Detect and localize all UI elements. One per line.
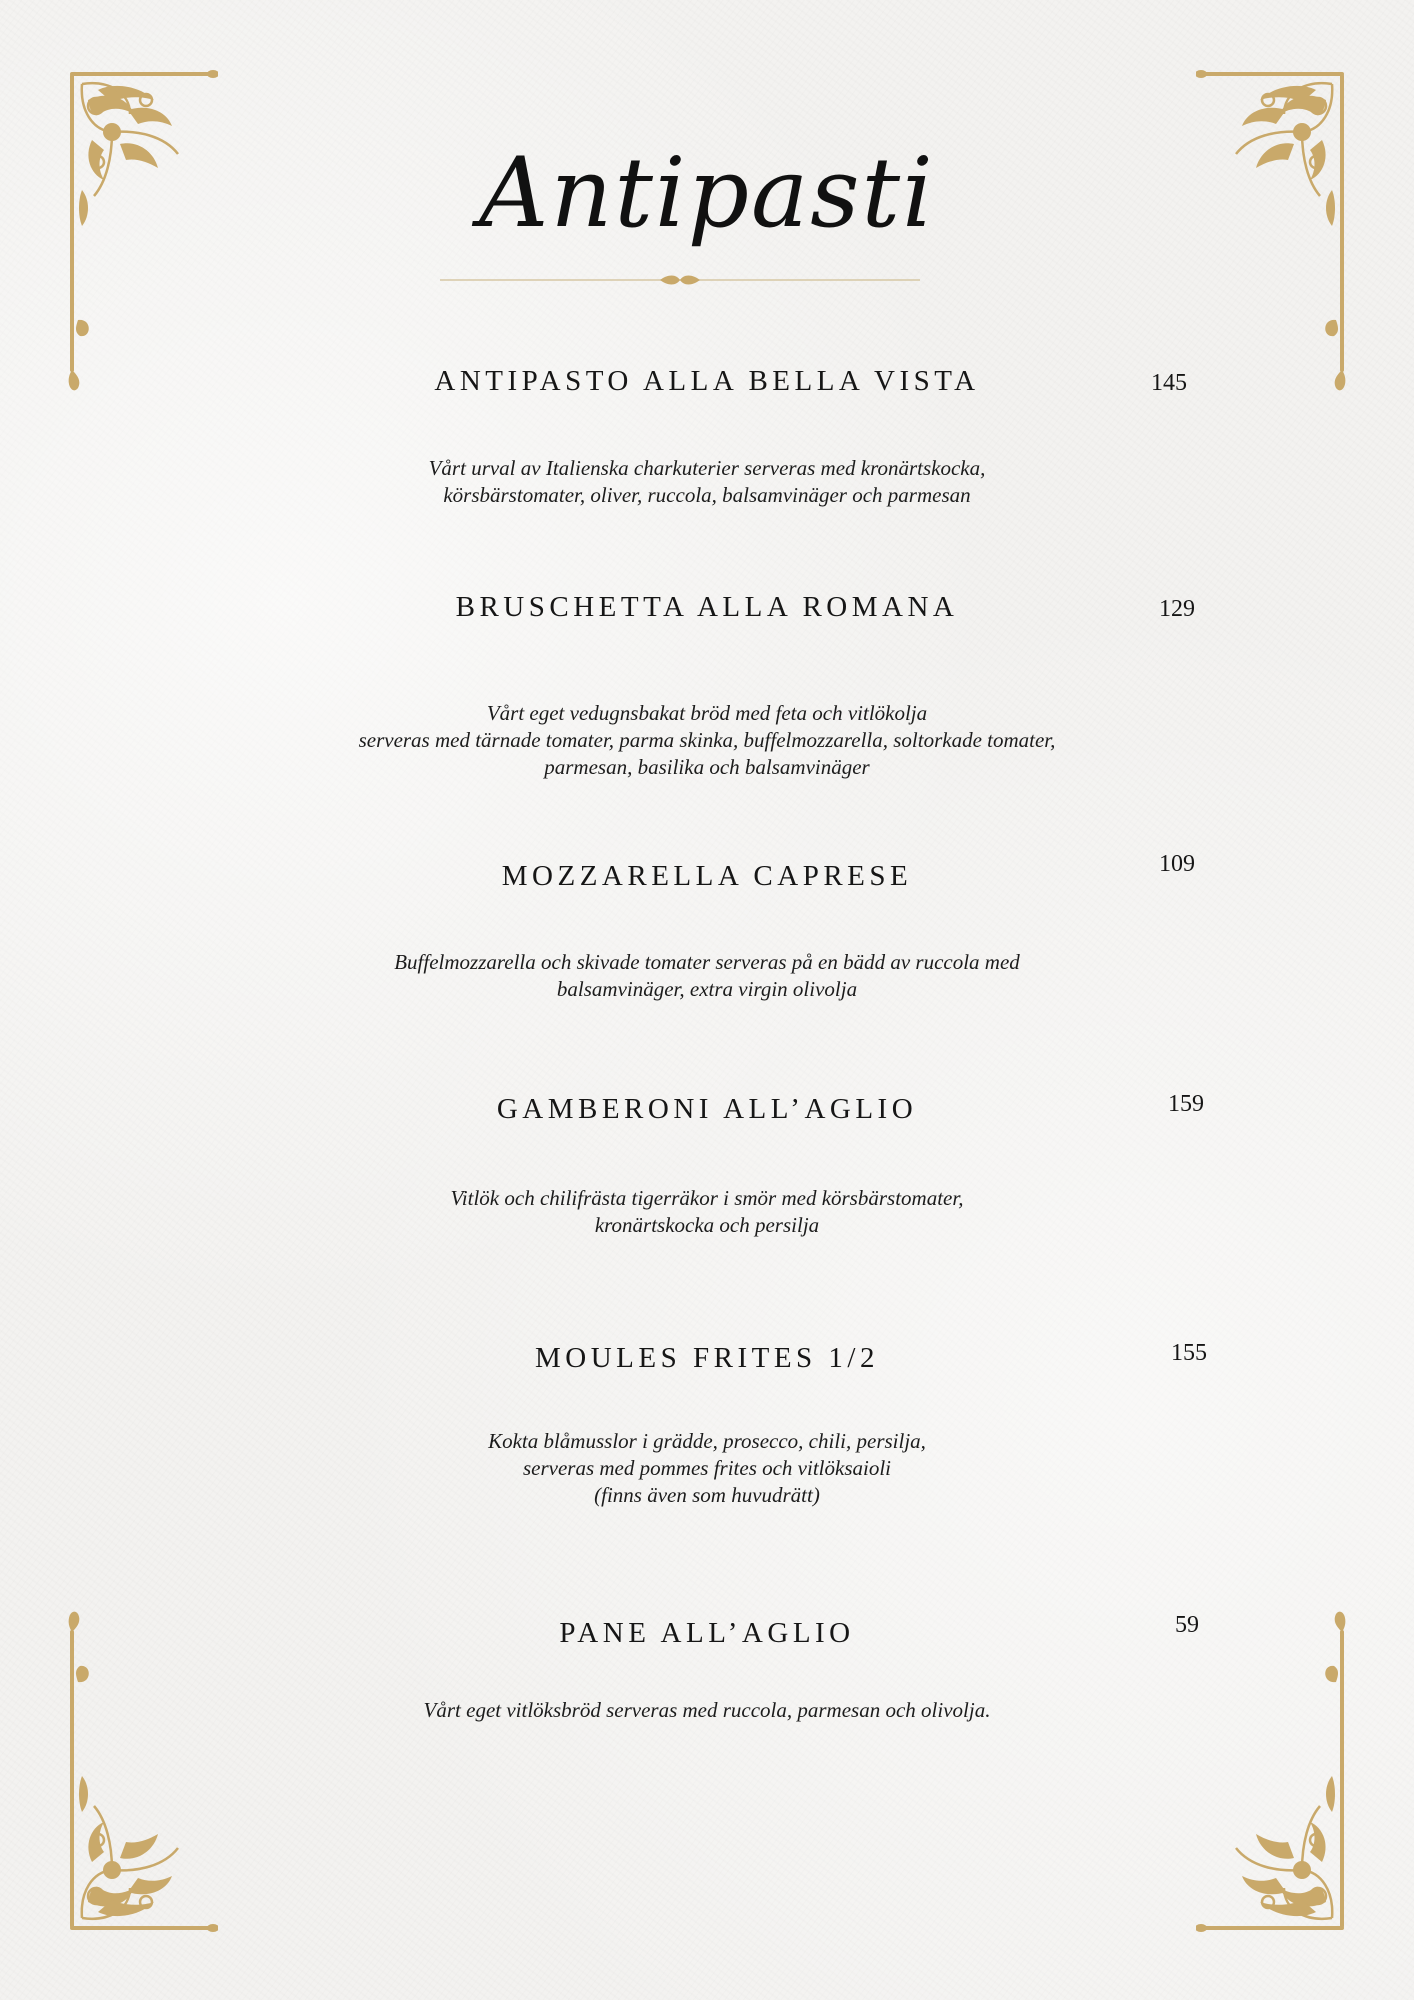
title-divider bbox=[440, 274, 920, 286]
menu-item-price: 129 bbox=[1159, 596, 1195, 622]
description-line: serveras med pommes frites och vitlöksaioli bbox=[522, 1456, 892, 1480]
description-line: parmesan, basilika och balsamvinäger bbox=[544, 755, 870, 779]
description-line: Vitlök och chilifrästa tigerräkor i smör med körsbärstomater, bbox=[450, 1186, 964, 1210]
menu-item-price: 59 bbox=[1175, 1612, 1199, 1638]
description-line: kronärtskocka och persilja bbox=[594, 1213, 820, 1237]
description-line: Buffelmozzarella och skivade tomater serveras på en bädd av ruccola med bbox=[394, 950, 1020, 974]
menu-item-description bbox=[0, 1697, 1414, 1724]
corner-ornament-bottom-right bbox=[1196, 1602, 1346, 1932]
page-title: Antipasti bbox=[479, 137, 935, 249]
divider-flourish-icon bbox=[440, 274, 920, 286]
corner-ornament-bottom-left bbox=[68, 1602, 218, 1932]
description-line: körsbärstomater, oliver, ruccola, balsamvinäger och parmesan bbox=[443, 483, 971, 507]
ornament-flourish-icon bbox=[68, 1602, 218, 1932]
menu-item-description bbox=[0, 1428, 1414, 1509]
menu-item-name: MOULES FRITES 1/2 bbox=[535, 1342, 879, 1374]
description-line: Vårt eget vedugnsbakat bröd med feta och vitlökolja bbox=[486, 701, 928, 725]
menu-item-price: 159 bbox=[1168, 1091, 1204, 1117]
menu-item-name: MOZZARELLA CAPRESE bbox=[501, 860, 913, 892]
description-line: balsamvinäger, extra virgin olivolja bbox=[556, 977, 858, 1001]
description-line: Kokta blåmusslor i grädde, prosecco, chili, persilja, bbox=[488, 1429, 926, 1453]
menu-item-description bbox=[0, 455, 1414, 509]
ornament-flourish-icon bbox=[1196, 1602, 1346, 1932]
menu-item-name: ANTIPASTO ALLA BELLA VISTA bbox=[434, 365, 980, 397]
menu-item-name: PANE ALL’AGLIO bbox=[559, 1617, 855, 1649]
description-line: Vårt urval av Italienska charkuterier serveras med kronärtskocka, bbox=[428, 456, 986, 480]
menu-item-price: 155 bbox=[1171, 1340, 1207, 1366]
menu-item-price: 145 bbox=[1151, 370, 1187, 396]
description-line: (finns även som huvudrätt) bbox=[594, 1483, 820, 1507]
menu-item-name: BRUSCHETTA ALLA ROMANA bbox=[455, 591, 959, 623]
menu-item-description bbox=[0, 949, 1414, 1003]
menu-item-description bbox=[0, 700, 1414, 781]
description-line: serveras med tärnade tomater, parma skinka, buffelmozzarella, soltorkade tomater, bbox=[358, 728, 1056, 752]
description-line: Vårt eget vitlöksbröd serveras med ruccola, parmesan och olivolja. bbox=[423, 1698, 991, 1722]
menu-item-description bbox=[0, 1185, 1414, 1239]
menu-item-price: 109 bbox=[1159, 851, 1195, 877]
menu-item-name: GAMBERONI ALL’AGLIO bbox=[496, 1093, 918, 1125]
